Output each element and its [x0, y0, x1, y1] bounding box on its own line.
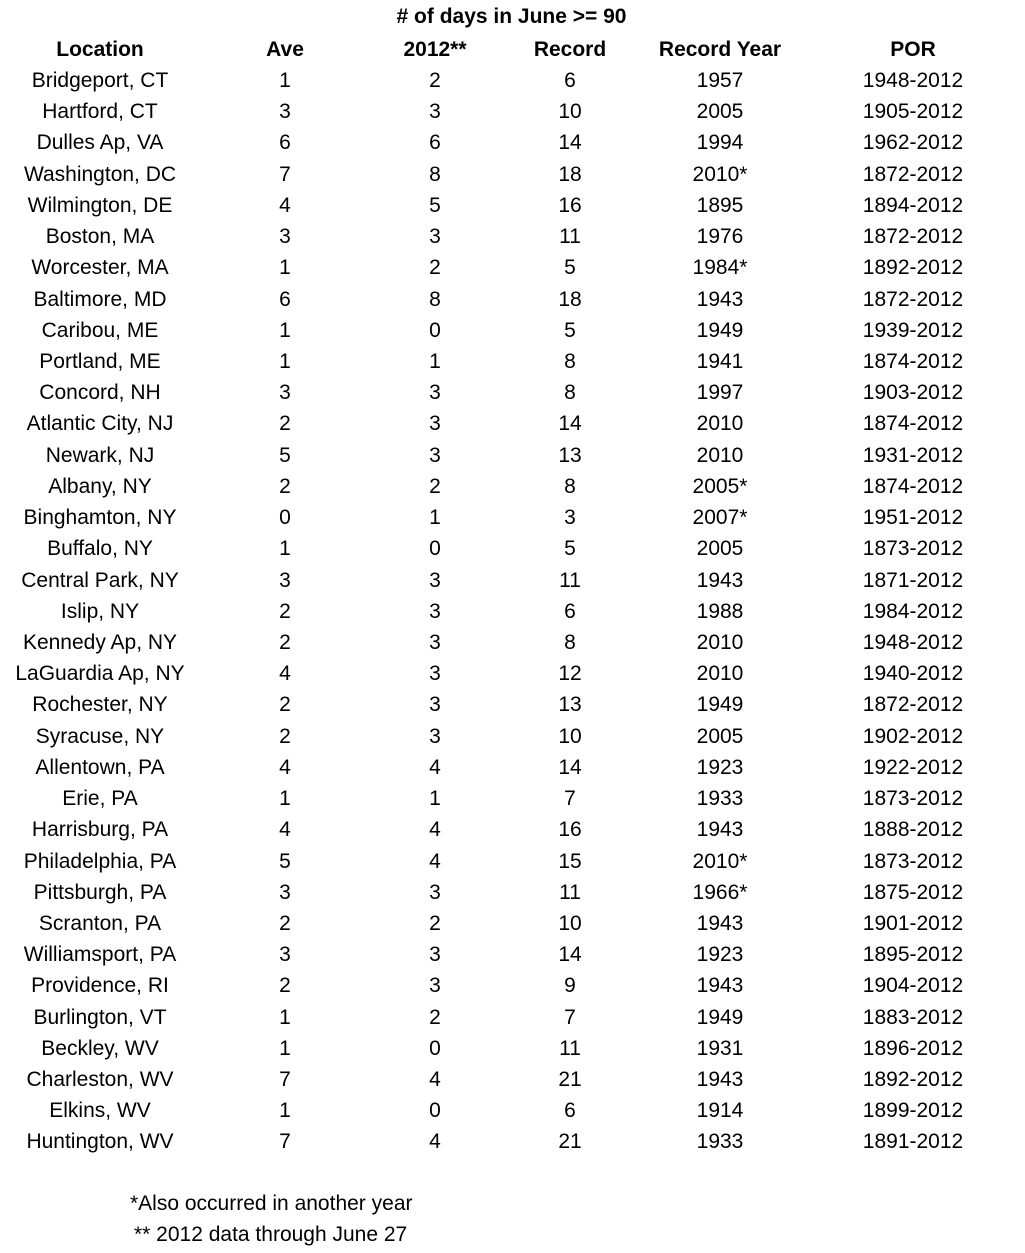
cell-location: Philadelphia, PA [23, 849, 177, 873]
cell-por: 1899-2012 [862, 1099, 964, 1123]
cell-record-year: 1931 [696, 1036, 744, 1060]
cell-por: 1895-2012 [862, 943, 964, 967]
cell-location: Buffalo, NY [47, 537, 153, 561]
table-row [0, 127, 1025, 158]
cell-por: 1873-2012 [862, 787, 964, 811]
cell-2012: 4 [429, 1130, 441, 1154]
cell-ave: 3 [279, 381, 291, 405]
cell-por: 1962-2012 [862, 131, 964, 155]
cell-por: 1951-2012 [862, 506, 964, 530]
cell-2012: 5 [429, 193, 441, 217]
cell-record: 11 [559, 880, 581, 904]
cell-record: 21 [558, 1130, 582, 1154]
cell-por: 1904-2012 [862, 974, 964, 998]
header-record: Record [533, 38, 607, 61]
cell-2012: 2 [429, 1005, 441, 1029]
cell-record: 15 [558, 849, 582, 873]
cell-record: 16 [558, 193, 582, 217]
table-row [0, 846, 1025, 877]
cell-record: 6 [564, 1099, 576, 1123]
cell-por: 1905-2012 [862, 100, 964, 124]
cell-por: 1948-2012 [862, 69, 964, 92]
cell-2012: 3 [429, 381, 441, 405]
cell-por: 1901-2012 [862, 911, 964, 935]
table-row [0, 596, 1025, 627]
cell-location: Scranton, PA [38, 911, 162, 935]
cell-record: 5 [564, 318, 576, 342]
cell-por: 1883-2012 [862, 1005, 964, 1029]
header-2012: 2012** [403, 38, 467, 61]
cell-ave: 2 [279, 630, 291, 654]
header-record-year: Record Year [658, 38, 782, 61]
table-row [0, 440, 1025, 471]
cell-location: Elkins, WV [49, 1099, 151, 1123]
cell-record-year: 2005 [696, 100, 744, 124]
cell-location: Wilmington, DE [27, 193, 173, 217]
cell-por: 1948-2012 [862, 630, 964, 654]
cell-record: 11 [559, 1036, 581, 1060]
cell-record-year: 1949 [696, 693, 744, 717]
table-row [0, 377, 1025, 408]
cell-record-year: 1949 [696, 1005, 744, 1029]
table-row [0, 471, 1025, 502]
cell-record: 14 [558, 131, 582, 155]
cell-record-year: 1923 [696, 755, 744, 779]
cell-por: 1873-2012 [862, 849, 964, 873]
cell-por: 1892-2012 [862, 1068, 964, 1092]
cell-location: Bridgeport, CT [31, 69, 169, 92]
cell-ave: 1 [279, 69, 291, 92]
table-row [0, 877, 1025, 908]
cell-ave: 6 [279, 131, 291, 155]
cell-record-year: 1943 [696, 1068, 744, 1092]
cell-ave: 4 [279, 755, 291, 779]
cell-ave: 4 [279, 818, 291, 842]
cell-2012: 0 [429, 537, 441, 561]
cell-record-year: 1966* [692, 880, 748, 904]
cell-2012: 2 [429, 256, 441, 280]
cell-por: 1891-2012 [862, 1130, 964, 1154]
cell-location: Portland, ME [39, 349, 161, 373]
cell-location: Hartford, CT [42, 100, 158, 124]
cell-record: 5 [564, 537, 576, 561]
cell-2012: 3 [429, 630, 441, 654]
cell-2012: 3 [429, 443, 441, 467]
cell-location: Syracuse, NY [35, 724, 165, 748]
cell-location: LaGuardia Ap, NY [15, 662, 185, 686]
cell-record: 10 [558, 100, 582, 124]
cell-record-year: 2010* [692, 849, 748, 873]
cell-location: Huntington, WV [26, 1130, 174, 1154]
cell-record-year: 2005* [692, 474, 748, 498]
table-row [0, 533, 1025, 564]
table-row [0, 96, 1025, 127]
table-row [0, 689, 1025, 720]
cell-2012: 3 [429, 724, 441, 748]
footnote-data-through: ** 2012 data through June 27 [134, 1223, 408, 1246]
cell-location: Charleston, WV [26, 1068, 174, 1092]
cell-2012: 2 [429, 69, 441, 92]
cell-2012: 4 [429, 1068, 441, 1092]
cell-record-year: 1943 [696, 818, 744, 842]
table-row [0, 970, 1025, 1001]
cell-record-year: 1957 [696, 69, 744, 92]
cell-record-year: 2010* [692, 162, 748, 186]
cell-ave: 1 [279, 1099, 291, 1123]
cell-location: Boston, MA [45, 225, 155, 249]
cell-location: Erie, PA [62, 787, 138, 811]
cell-record: 7 [564, 787, 576, 811]
cell-2012: 4 [429, 755, 441, 779]
cell-location: Rochester, NY [32, 693, 168, 717]
cell-record-year: 1895 [696, 193, 744, 217]
cell-2012: 1 [429, 787, 441, 811]
cell-record-year: 1943 [696, 911, 744, 935]
header-location: Location [56, 38, 144, 61]
cell-ave: 2 [279, 974, 291, 998]
table-row [0, 783, 1025, 814]
cell-record-year: 2005 [696, 724, 744, 748]
cell-location: Worcester, MA [31, 256, 169, 280]
cell-ave: 1 [279, 318, 291, 342]
cell-ave: 2 [279, 724, 291, 748]
cell-ave: 2 [279, 474, 291, 498]
cell-ave: 1 [279, 349, 291, 373]
cell-ave: 1 [279, 1005, 291, 1029]
cell-ave: 2 [279, 693, 291, 717]
cell-2012: 3 [429, 943, 441, 967]
cell-2012: 0 [429, 1099, 441, 1123]
table-row [0, 1002, 1025, 1033]
cell-por: 1931-2012 [862, 443, 964, 467]
table-row [0, 65, 1025, 96]
cell-location: Islip, NY [60, 599, 140, 623]
table-row [0, 1126, 1025, 1157]
cell-por: 1940-2012 [862, 662, 964, 686]
cell-ave: 1 [279, 256, 291, 280]
cell-ave: 1 [279, 787, 291, 811]
cell-por: 1894-2012 [862, 193, 964, 217]
cell-ave: 2 [279, 911, 291, 935]
cell-por: 1939-2012 [862, 318, 964, 342]
cell-location: Burlington, VT [33, 1005, 167, 1029]
cell-location: Kennedy Ap, NY [22, 630, 178, 654]
table-row [0, 721, 1025, 752]
table-row [0, 1064, 1025, 1095]
cell-record: 9 [564, 974, 576, 998]
cell-location: Atlantic City, NJ [26, 412, 174, 436]
cell-2012: 3 [429, 662, 441, 686]
cell-record-year: 1941 [696, 349, 744, 373]
cell-location: Newark, NJ [45, 443, 155, 467]
cell-record: 11 [559, 225, 581, 249]
cell-por: 1903-2012 [862, 381, 964, 405]
cell-record: 12 [558, 662, 582, 686]
cell-location: Binghamton, NY [23, 506, 177, 530]
cell-record-year: 1949 [696, 318, 744, 342]
table-row [0, 752, 1025, 783]
cell-location: Harrisburg, PA [31, 818, 169, 842]
table-row [0, 159, 1025, 190]
cell-record: 18 [558, 287, 582, 311]
cell-location: Caribou, ME [41, 318, 159, 342]
cell-location: Concord, NH [39, 381, 161, 405]
cell-ave: 2 [279, 412, 291, 436]
cell-record: 8 [564, 630, 576, 654]
cell-2012: 0 [429, 1036, 441, 1060]
cell-2012: 6 [429, 131, 441, 155]
cell-ave: 1 [279, 1036, 291, 1060]
cell-record: 11 [559, 568, 581, 592]
cell-ave: 6 [279, 287, 291, 311]
table-row [0, 1033, 1025, 1064]
cell-por: 1875-2012 [862, 880, 964, 904]
table-header-row [0, 34, 1025, 65]
cell-record: 14 [558, 943, 582, 967]
cell-ave: 7 [279, 162, 291, 186]
cell-record: 18 [558, 162, 582, 186]
cell-por: 1984-2012 [862, 599, 964, 623]
cell-2012: 4 [429, 818, 441, 842]
cell-record-year: 1933 [696, 787, 744, 811]
cell-ave: 3 [279, 225, 291, 249]
cell-record-year: 1997 [696, 381, 744, 405]
table-row [0, 315, 1025, 346]
cell-ave: 5 [279, 849, 291, 873]
cell-por: 1902-2012 [862, 724, 964, 748]
cell-location: Williamsport, PA [23, 943, 177, 967]
cell-ave: 3 [279, 100, 291, 124]
cell-location: Allentown, PA [35, 755, 165, 779]
cell-2012: 3 [429, 693, 441, 717]
cell-record-year: 2010 [696, 443, 744, 467]
cell-record: 6 [564, 599, 576, 623]
cell-record-year: 1943 [696, 974, 744, 998]
cell-record: 13 [558, 693, 582, 717]
cell-record-year: 1943 [696, 568, 744, 592]
cell-por: 1872-2012 [862, 693, 964, 717]
cell-por: 1892-2012 [862, 256, 964, 280]
cell-ave: 7 [279, 1130, 291, 1154]
cell-record: 8 [564, 381, 576, 405]
cell-por: 1874-2012 [862, 349, 964, 373]
cell-2012: 8 [429, 162, 441, 186]
cell-location: Washington, DC [23, 162, 177, 186]
cell-record: 13 [558, 443, 582, 467]
header-ave: Ave [266, 38, 304, 61]
cell-record: 16 [558, 818, 582, 842]
cell-record: 8 [564, 349, 576, 373]
cell-por: 1922-2012 [862, 755, 964, 779]
cell-record-year: 2010 [696, 630, 744, 654]
table-row [0, 627, 1025, 658]
table-row [0, 252, 1025, 283]
cell-location: Providence, RI [31, 974, 169, 998]
cell-record-year: 1976 [696, 225, 744, 249]
cell-por: 1872-2012 [862, 287, 964, 311]
cell-ave: 7 [279, 1068, 291, 1092]
cell-location: Central Park, NY [21, 568, 179, 592]
cell-2012: 2 [429, 911, 441, 935]
table-row [0, 221, 1025, 252]
cell-2012: 0 [429, 318, 441, 342]
cell-ave: 3 [279, 568, 291, 592]
cell-2012: 3 [429, 100, 441, 124]
cell-por: 1888-2012 [862, 818, 964, 842]
cell-record: 14 [558, 412, 582, 436]
table-row [0, 908, 1025, 939]
cell-2012: 2 [429, 474, 441, 498]
cell-location: Albany, NY [48, 474, 152, 498]
cell-record: 10 [558, 911, 582, 935]
cell-2012: 3 [429, 974, 441, 998]
cell-record-year: 2010 [696, 412, 744, 436]
cell-por: 1896-2012 [862, 1036, 964, 1060]
cell-record: 6 [564, 69, 576, 92]
cell-record: 14 [558, 755, 582, 779]
cell-record-year: 1933 [696, 1130, 744, 1154]
cell-por: 1872-2012 [862, 162, 964, 186]
cell-2012: 3 [429, 568, 441, 592]
cell-2012: 3 [429, 225, 441, 249]
cell-ave: 0 [279, 506, 291, 530]
cell-2012: 1 [429, 349, 441, 373]
cell-ave: 5 [279, 443, 291, 467]
cell-2012: 4 [429, 849, 441, 873]
cell-record-year: 2010 [696, 662, 744, 686]
cell-location: Dulles Ap, VA [36, 131, 164, 155]
cell-record-year: 1943 [696, 287, 744, 311]
table-row [0, 408, 1025, 439]
cell-por: 1874-2012 [862, 412, 964, 436]
cell-record-year: 1923 [696, 943, 744, 967]
table-row [0, 939, 1025, 970]
table-row [0, 658, 1025, 689]
cell-ave: 3 [279, 943, 291, 967]
cell-record-year: 2005 [696, 537, 744, 561]
cell-2012: 1 [429, 506, 441, 530]
table-row [0, 1095, 1025, 1126]
cell-por: 1873-2012 [862, 537, 964, 561]
table-row [0, 502, 1025, 533]
cell-record-year: 1988 [696, 599, 744, 623]
cell-2012: 8 [429, 287, 441, 311]
cell-record: 21 [558, 1068, 582, 1092]
table-row [0, 284, 1025, 315]
table-title: # of days in June >= 90 [396, 5, 627, 28]
cell-location: Beckley, WV [41, 1036, 159, 1060]
table-row [0, 190, 1025, 221]
cell-record: 8 [564, 474, 576, 498]
cell-location: Pittsburgh, PA [33, 880, 167, 904]
cell-por: 1871-2012 [862, 568, 964, 592]
cell-record: 7 [564, 1005, 576, 1029]
cell-por: 1872-2012 [862, 225, 964, 249]
cell-ave: 4 [279, 662, 291, 686]
table-row [0, 565, 1025, 596]
cell-ave: 3 [279, 880, 291, 904]
cell-location: Baltimore, MD [33, 287, 167, 311]
cell-record-year: 1994 [696, 131, 744, 155]
cell-record-year: 1914 [696, 1099, 744, 1123]
cell-ave: 2 [279, 599, 291, 623]
header-por: POR [890, 38, 936, 61]
cell-2012: 3 [429, 412, 441, 436]
table-row [0, 814, 1025, 845]
cell-record: 3 [564, 506, 576, 530]
cell-record-year: 2007* [692, 506, 748, 530]
cell-record: 10 [558, 724, 582, 748]
cell-record-year: 1984* [692, 256, 748, 280]
footnote-also-occurred: *Also occurred in another year [130, 1192, 413, 1215]
cell-por: 1874-2012 [862, 474, 964, 498]
table-row [0, 346, 1025, 377]
cell-record: 5 [564, 256, 576, 280]
cell-2012: 3 [429, 599, 441, 623]
cell-ave: 4 [279, 193, 291, 217]
cell-2012: 3 [429, 880, 441, 904]
cell-ave: 1 [279, 537, 291, 561]
